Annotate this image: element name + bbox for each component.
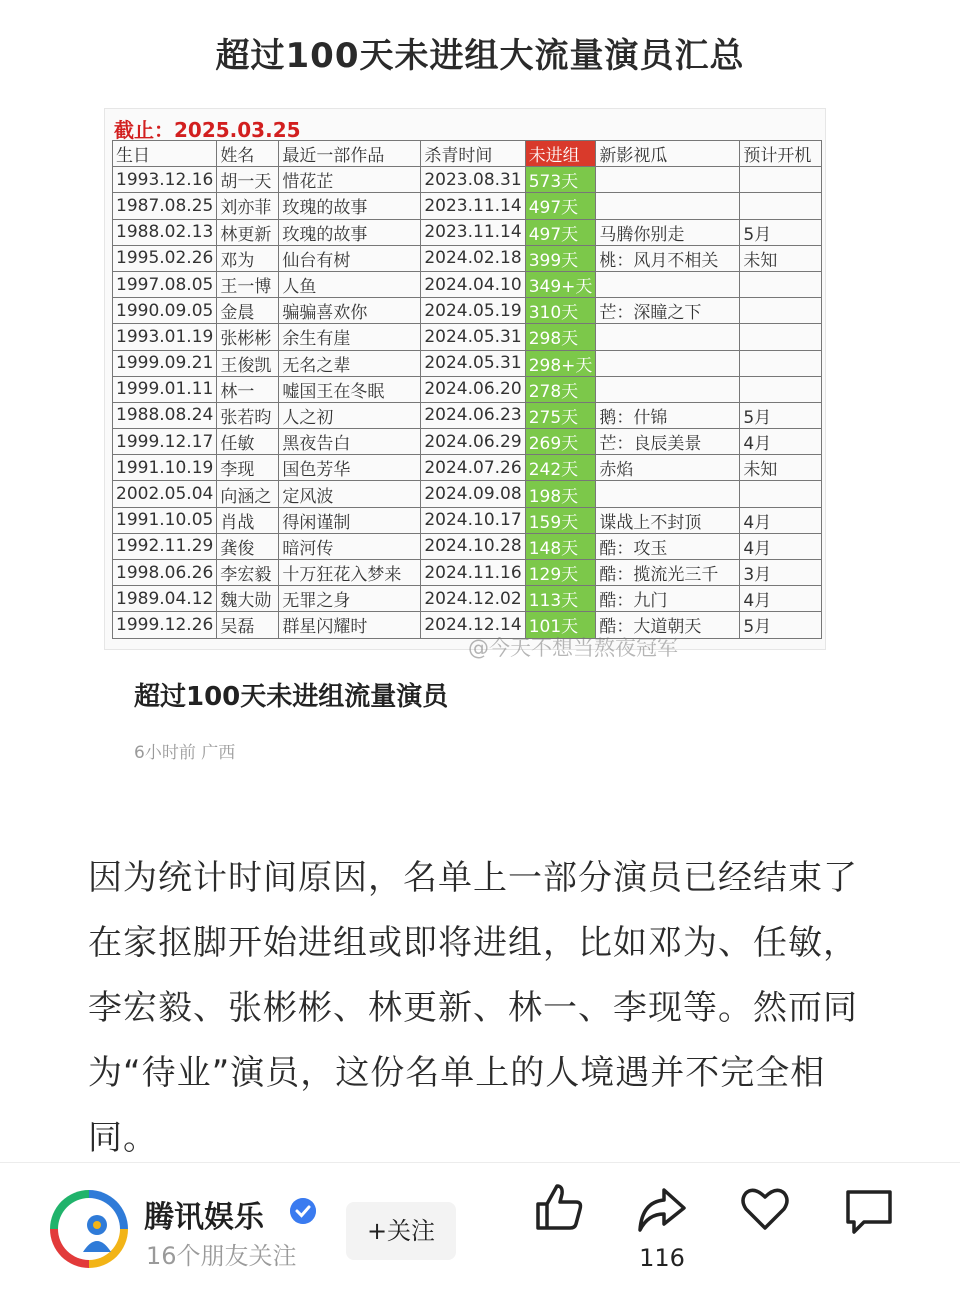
table-row: [113, 324, 822, 350]
cell-name: 李宏毅: [217, 560, 279, 586]
cell-wrap-date: 2024.12.02: [421, 586, 525, 612]
cell-new-project: [596, 271, 740, 297]
cell-latest-work: 定风波: [279, 481, 421, 507]
header-latest-work: 最近一部作品: [279, 141, 421, 167]
cell-expected-start: 未知: [740, 455, 822, 481]
cell-expected-start: [740, 271, 822, 297]
cell-latest-work: 无罪之身: [279, 586, 421, 612]
cell-expected-start: 5月: [740, 402, 822, 428]
cell-name: 张彬彬: [217, 324, 279, 350]
verified-icon: [290, 1198, 316, 1224]
cell-new-project: 谍战上不封顶: [596, 507, 740, 533]
cell-latest-work: 得闲谨制: [279, 507, 421, 533]
cell-birthday: 1988.02.13: [113, 219, 217, 245]
cell-latest-work: 玫瑰的故事: [279, 219, 421, 245]
cell-days-idle: 129天: [525, 560, 596, 586]
cell-expected-start: [740, 324, 822, 350]
cell-birthday: 1988.08.24: [113, 402, 217, 428]
cell-latest-work: 黑夜告白: [279, 429, 421, 455]
cell-name: 刘亦菲: [217, 193, 279, 219]
cell-new-project: 芒：良辰美景: [596, 429, 740, 455]
cell-new-project: 鹅：什锦: [596, 402, 740, 428]
cell-latest-work: 玫瑰的故事: [279, 193, 421, 219]
cell-days-idle: 159天: [525, 507, 596, 533]
table-header-row: [113, 141, 822, 167]
table-row: [113, 193, 822, 219]
cell-name: 金晨: [217, 298, 279, 324]
cell-new-project: 马腾你别走: [596, 219, 740, 245]
article-body: 因为统计时间原因，名单上一部分演员已经结束了在家抠脚开始进组或即将进组，比如邓为、任敏，李宏毅、张彬彬、林更新、林一、李现等。然而同为“待业”演员，这份名单上的人境遇并不完全相同。: [88, 858, 858, 1158]
main-title: 超过100天未进组大流量演员汇总: [215, 36, 745, 76]
cell-days-idle: 269天: [525, 429, 596, 455]
follow-button[interactable]: +关注: [346, 1202, 456, 1260]
share-icon[interactable]: [634, 1184, 688, 1238]
cell-expected-start: 3月: [740, 560, 822, 586]
image-caption: 超过100天未进组流量演员: [134, 682, 449, 712]
cell-birthday: 1999.12.26: [113, 612, 217, 638]
cell-expected-start: [740, 350, 822, 376]
cell-wrap-date: 2024.11.16: [421, 560, 525, 586]
cell-new-project: 桃：风月不相关: [596, 245, 740, 271]
cell-latest-work: 仙台有树: [279, 245, 421, 271]
cell-latest-work: 骗骗喜欢你: [279, 298, 421, 324]
header-days-idle: 未进组: [525, 141, 596, 167]
table-row: [113, 350, 822, 376]
cell-birthday: 1995.02.26: [113, 245, 217, 271]
cell-days-idle: 148天: [525, 533, 596, 559]
cell-new-project: 芒：深瞳之下: [596, 298, 740, 324]
cell-name: 林更新: [217, 219, 279, 245]
cell-latest-work: 无名之辈: [279, 350, 421, 376]
table-row: [113, 167, 822, 193]
cell-name: 胡一天: [217, 167, 279, 193]
cell-days-idle: 310天: [525, 298, 596, 324]
header-wrap-date: 杀青时间: [421, 141, 525, 167]
cell-wrap-date: 2024.05.19: [421, 298, 525, 324]
cell-days-idle: 298天: [525, 324, 596, 350]
cell-expected-start: 未知: [740, 245, 822, 271]
cell-wrap-date: 2024.10.28: [421, 533, 525, 559]
cell-expected-start: [740, 376, 822, 402]
cell-wrap-date: 2023.11.14: [421, 219, 525, 245]
cell-latest-work: 群星闪耀时: [279, 612, 421, 638]
cell-wrap-date: 2024.02.18: [421, 245, 525, 271]
actor-table: [112, 140, 822, 639]
cell-expected-start: [740, 298, 822, 324]
cell-birthday: 1997.08.05: [113, 271, 217, 297]
cell-latest-work: 国色芳华: [279, 455, 421, 481]
cell-name: 王一博: [217, 271, 279, 297]
cell-days-idle: 497天: [525, 219, 596, 245]
cell-name: 肖战: [217, 507, 279, 533]
cell-new-project: [596, 324, 740, 350]
cell-new-project: [596, 481, 740, 507]
cell-wrap-date: 2024.04.10: [421, 271, 525, 297]
cell-birthday: 1999.09.21: [113, 350, 217, 376]
cell-wrap-date: 2023.08.31: [421, 167, 525, 193]
cell-expected-start: [740, 193, 822, 219]
cell-name: 任敏: [217, 429, 279, 455]
cell-new-project: 赤焰: [596, 455, 740, 481]
cell-new-project: 酷：九门: [596, 586, 740, 612]
cell-latest-work: 余生有崖: [279, 324, 421, 350]
cell-birthday: 1993.01.19: [113, 324, 217, 350]
cell-days-idle: 101天: [525, 612, 596, 638]
cell-days-idle: 198天: [525, 481, 596, 507]
cell-new-project: [596, 193, 740, 219]
account-avatar[interactable]: [50, 1190, 128, 1268]
cell-birthday: 1991.10.19: [113, 455, 217, 481]
cell-expected-start: 4月: [740, 507, 822, 533]
header-new-project: 新影视瓜: [596, 141, 740, 167]
header-birthday: 生日: [113, 141, 217, 167]
cell-days-idle: 298+天: [525, 350, 596, 376]
cell-name: 吴磊: [217, 612, 279, 638]
cell-expected-start: [740, 167, 822, 193]
cell-name: 李现: [217, 455, 279, 481]
table-row: [113, 429, 822, 455]
cell-birthday: 1987.08.25: [113, 193, 217, 219]
cell-expected-start: 4月: [740, 586, 822, 612]
cell-birthday: 1992.11.29: [113, 533, 217, 559]
post-meta: 6小时前 广西: [134, 743, 236, 763]
account-name[interactable]: 腾讯娱乐: [144, 1200, 264, 1235]
cell-wrap-date: 2023.11.14: [421, 193, 525, 219]
cell-latest-work: 暗河传: [279, 533, 421, 559]
cell-expected-start: 4月: [740, 429, 822, 455]
cell-latest-work: 嘘国王在冬眠: [279, 376, 421, 402]
table-row: [113, 245, 822, 271]
cell-birthday: 1998.06.26: [113, 560, 217, 586]
person-icon: [80, 1212, 114, 1256]
heart-icon[interactable]: [738, 1182, 792, 1236]
cell-birthday: 1991.10.05: [113, 507, 217, 533]
cell-name: 向涵之: [217, 481, 279, 507]
cell-expected-start: [740, 481, 822, 507]
cell-name: 张若昀: [217, 402, 279, 428]
table-body: [113, 167, 822, 638]
like-icon[interactable]: [532, 1180, 586, 1234]
header-expected-start: 预计开机: [740, 141, 822, 167]
share-count: 116: [639, 1244, 685, 1272]
table-row: [113, 455, 822, 481]
cell-wrap-date: 2024.05.31: [421, 350, 525, 376]
cell-expected-start: 5月: [740, 219, 822, 245]
cell-wrap-date: 2024.06.20: [421, 376, 525, 402]
cell-latest-work: 十万狂花入梦来: [279, 560, 421, 586]
cell-wrap-date: 2024.06.23: [421, 402, 525, 428]
comment-icon[interactable]: [842, 1184, 896, 1238]
cell-new-project: 酷：揽流光三千: [596, 560, 740, 586]
cell-wrap-date: 2024.10.17: [421, 507, 525, 533]
weibo-watermark: @今天不想当熬夜冠军: [468, 636, 678, 660]
cell-new-project: [596, 376, 740, 402]
table-row: [113, 507, 822, 533]
table-row: [113, 271, 822, 297]
cell-name: 邓为: [217, 245, 279, 271]
cell-birthday: 1999.12.17: [113, 429, 217, 455]
cell-new-project: 酷：大道朝天: [596, 612, 740, 638]
cell-days-idle: 349+天: [525, 271, 596, 297]
cell-days-idle: 275天: [525, 402, 596, 428]
cell-days-idle: 399天: [525, 245, 596, 271]
cell-name: 林一: [217, 376, 279, 402]
cell-name: 魏大勋: [217, 586, 279, 612]
cell-birthday: 1999.01.11: [113, 376, 217, 402]
cell-name: 龚俊: [217, 533, 279, 559]
avatar-inner: [58, 1198, 120, 1260]
cell-birthday: 1989.04.12: [113, 586, 217, 612]
cell-wrap-date: 2024.05.31: [421, 324, 525, 350]
cell-wrap-date: 2024.06.29: [421, 429, 525, 455]
mutual-followers: 16个朋友关注: [146, 1242, 297, 1270]
table-row: [113, 402, 822, 428]
cell-latest-work: 人之初: [279, 402, 421, 428]
cell-birthday: 1990.09.05: [113, 298, 217, 324]
cell-wrap-date: 2024.09.08: [421, 481, 525, 507]
table-row: [113, 560, 822, 586]
table-row: [113, 533, 822, 559]
cell-name: 王俊凯: [217, 350, 279, 376]
table-row: [113, 376, 822, 402]
cell-days-idle: 278天: [525, 376, 596, 402]
header-name: 姓名: [217, 141, 279, 167]
cell-new-project: [596, 167, 740, 193]
cell-birthday: 1993.12.16: [113, 167, 217, 193]
cell-latest-work: 人鱼: [279, 271, 421, 297]
cell-days-idle: 242天: [525, 455, 596, 481]
cell-expected-start: 5月: [740, 612, 822, 638]
cell-latest-work: 惜花芷: [279, 167, 421, 193]
cutoff-date: 截止：2025.03.25: [114, 118, 301, 142]
table-row: [113, 219, 822, 245]
table-row: [113, 586, 822, 612]
cell-birthday: 2002.05.04: [113, 481, 217, 507]
cell-new-project: 酷：攻玉: [596, 533, 740, 559]
cell-new-project: [596, 350, 740, 376]
cell-wrap-date: 2024.12.14: [421, 612, 525, 638]
cell-expected-start: 4月: [740, 533, 822, 559]
cell-wrap-date: 2024.07.26: [421, 455, 525, 481]
table-row: [113, 481, 822, 507]
cell-days-idle: 497天: [525, 193, 596, 219]
cell-days-idle: 113天: [525, 586, 596, 612]
cell-days-idle: 573天: [525, 167, 596, 193]
table-row: [113, 298, 822, 324]
